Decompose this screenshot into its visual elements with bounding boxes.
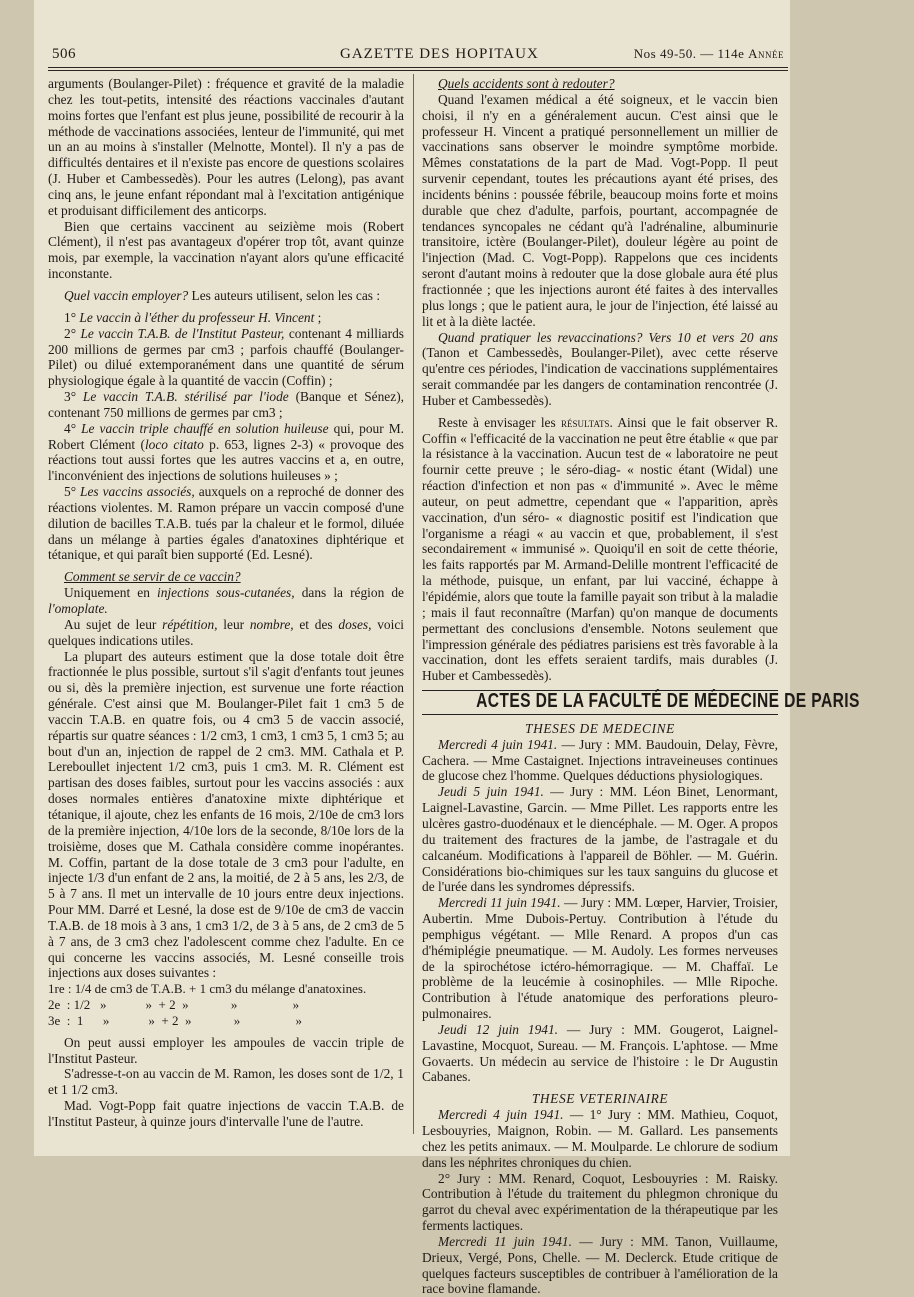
question-revaccination: Quand pratiquer les revaccinations? Vers 10 et vers 20 ans [438,329,778,345]
issue-info [634,46,784,62]
item-number: 4° [64,420,82,436]
item-text: qui, pour M. Robert Clément ( [48,420,404,452]
list-item [48,326,404,389]
entry-date: Jeudi 5 juin 1941. [438,784,544,800]
paragraph: Bien que certains vaccinent au seizième mois (Robert Clément), il n'est pas avantageux d'opérer trop tôt, avant quinze mois, par exemple, la vaccination n'ayant alors qu'une efficacité inconstante. [48,218,404,282]
text-run: Ainsi que le fait observer R. Coffin « l'efficacité de la vaccination ne peut être établie « que par la résistance à la vaccination. Aucun test de « laboratoire ne peut fournir cette preuve ; le séro-diag- « nostic étant (Widal) une réaction d'infection et non pas « d'immunité ». Avec le même auteur, on peut admettre, cependant que « l'apparition, après vaccination, d'un séro- « diagnostic positif est l'indication que l'organisme a réagi « au vaccin et que, probablement, il s'est secondairement « immunisé ». Quoiqu'il en soit de cette théorie, les faits rapportés par M. Armand-Delille montrent l'efficacité de la méthode, puisque, un enfant, par lui vacciné, échappe à l'épidémie, alors que toute la famille payait son tribut à la maladie ; mais il faut reconnaître (Marfan) qu'on manque de documents permettant des conclusions d'ensemble. Notons seulement que l'impression générale des pédiatres parisiens est très favorable à la vaccination, dont les effets seraient tardifs, mais durables (J. Huber et Cambessedès). [422,414,778,684]
list-item [48,310,404,326]
jury-entry [422,1022,778,1085]
item-text: ; [314,309,322,325]
banner-title: ACTES DE LA FACULTÉ DE MÉDECINE DE PARIS [476,690,860,713]
journal-title: GAZETTE DES HOPITAUX [340,46,539,62]
text-run: dans la région de [294,585,405,601]
question-how-to-use: Comment se servir de ce vaccin? [64,569,241,585]
jury-entry [422,895,778,1022]
dose-row: 1re : 1/4 de cm3 de T.A.B. + 1 cm3 du mélange d'anatoxines. [48,981,367,997]
jury-entry [422,1234,778,1297]
item-title: Les vaccins associés, [80,484,195,500]
entry-date: Jeudi 12 juin 1941. [438,1021,559,1037]
paragraph: arguments (Boulanger-Pilet) : fréquence et gravité de la maladie chez les tout-petits, intensité des réactions vaccinales d'autant moins fortes que l'enfant est plus jeune, possibilité de recourir à la méthode de vaccinations associées, lenteur de l'immunité, qui met un an au moins à s'installer (Melnotte, Montel). Il n'y a pas de difficultés dentaires et il n'existe pas encore de questions scolaires (J. Huber et Cambessedès). Pour les autres (Lelong), pas avant cinq ans, le jeune enfant répondant mal à l'excitation antigénique et produisant difficilement des anticorps. [48,76,404,218]
text-run: voici quelques indications utiles. [48,616,405,648]
issue-number: Nos 49-50. — 114e [633,46,745,61]
text-run-italic: nombre, [249,616,294,632]
entry-date: Mercredi 11 juin 1941. [438,895,561,911]
entry-text: — Jury : MM. Léon Binet, Lenormant, Laignel-Lavastine, Garcin. — Mme Pillet. Les rapports entre les ulcères gastro-duodénaux et le diencéphale. — M. Oger. A propos du traitement des fractures de la jambe, de l'astragale et du calcanéum. Modifications à l'appareil de Böhler. — M. Guérin. Considérations bio-chimiques sur les taux sanguins du glucose et de l'urée dans les syndromes dépressifs. [422,784,779,895]
item-text: contenant 4 milliards 200 millions de germes par cm3 ; parfois chauffé (Boulanger-Pilet) ou dilué extemporanément dans une quantité de sérum physiologique égale à la quantité de vaccin (Coffin) ; [48,325,404,389]
list-item [48,421,404,484]
entry-date: Mercredi 4 juin 1941. [438,736,558,752]
text-run: Au sujet de leur [64,616,163,632]
question-text: Les auteurs utilisent, selon les cas : [188,287,381,303]
item-number: 1° [64,309,80,325]
text-run-italic: injections sous-cutanées, [157,585,295,601]
text-run-smallcaps: résultats. [561,414,613,430]
column-separator [413,74,414,1134]
subheading-medicine: THESES DE MEDECINE [525,720,675,736]
paragraph [48,617,404,649]
jury-entry: 2° Jury : MM. Renard, Coquot, Lesbouyries : M. Raisky. Contribution à l'étude du traitement du phlegmon chronique du garrot du cheval avec expérimentation de la thérapeutique par les ferments lactiques. [422,1170,778,1234]
dose-table [48,981,404,1029]
text-run: et des [293,616,339,632]
paragraph: Mad. Vogt-Popp fait quatre injections de vaccin T.A.B. de l'Institut Pasteur, à quinze jours d'intervalle l'une de l'autre. [48,1098,404,1129]
item-text: auxquels on a reproché de donner des réactions violentes. M. Ramon prépare un vaccin composé d'une dilution de bacilles T.A.B. tués par la chaleur et le formol, diluée dans un mélange à parties égales d'anatoxines diphtérique et tétanique, et qui paraît bien supporté (Ed. Lesné). [48,484,404,563]
paragraph: On peut aussi employer les ampoules de vaccin triple de l'Institut Pasteur. [48,1034,404,1066]
newspaper-page [34,0,860,1297]
item-number: 3° [64,389,83,405]
text-run: (Tanon et Cambessedès, Boulanger-Pilet), avec cette réserve qu'entre ces périodes, l'indication de vaccinations supplémentaires serait commandée par les dangers de contamination rencontrée (J. Huber et Cambessedès). [422,345,778,408]
issue-year-label: Année [748,46,784,61]
item-number: 2° [64,325,81,341]
paragraph [48,585,404,617]
text-run-italic: répétition, [162,616,218,632]
entry-text: — 1° Jury : MM. Mathieu, Coquot, Lesbouyries, Maignon, Robin. — M. Gallard. Les pansements chez les petits animaux. — M. Moulparde. Le chlorure de sodium dans les néphrites chroniques du chien. [422,1107,778,1170]
dose-row: 3e : 1 » » + 2 » » » [48,1012,302,1028]
question-heading: Quel vaccin employer? [64,287,189,303]
entry-text: — Jury : MM. Tanon, Vuillaume, Drieux, Vergé, Pons, Chelle. — M. Declerck. Etude critique de quelques facteurs susceptibles de contribuer à l'amélioration de la race bovine flamande. [422,1233,779,1297]
text-run: Uniquement en [64,585,157,601]
header-rule-bottom [48,70,788,71]
dose-row: 2e : 1/2 » » + 2 » » » [48,997,300,1013]
jury-entry [422,784,778,895]
text-run: Reste à envisager les [438,414,561,430]
item-title: Le vaccin T.A.B. de l'Institut Pasteur, [80,325,285,341]
page-header [48,44,790,64]
paragraph [422,330,778,409]
item-text: p. 653, lignes 2-3) « provoque des réactions tout aussi fortes que les autres vaccins et a, en outre, l'inconvénient des injections de solutions huileuses » ; [48,436,404,484]
text-run-italic: doses, [338,616,372,632]
entry-text: — Jury : MM. Lœper, Harvier, Troisier, Aubertin. Mme Dubois-Pertuy. Contribution à l'étude du pemphigus végétant. — Mlle Renard. A propos d'un cas d'hémiplégie pneumatique. — M. Audoly. Les formes nerveuses de la spirochétose ictéro-hémorragique. — M. Chaffaï. Le problème de la leucémie à cosinophiles. — Mlle Ripoche. Contribution à l'étude anatomique des perforations pleuro-pulmonaires. [422,895,778,1022]
left-column [48,76,404,1130]
entry-date: Mercredi 11 juin 1941. [438,1233,572,1249]
entry-text: — Jury : MM. Gougerot, Laignel-Lavastine, Mocquot, Sureau. — M. François. L'aphtose. — Mme Govaerts. Un médecin au service de l'histoire : le Dr Augustin Cabanes. [422,1021,778,1085]
page-number: 506 [52,46,76,62]
list-item [48,484,404,563]
right-column [422,76,860,1297]
section-banner [422,690,860,715]
jury-entry [422,1107,778,1170]
question-accidents: Quels accidents sont à redouter? [438,76,615,91]
entry-date: Mercredi 4 juin 1941. [438,1107,564,1123]
item-title: Le vaccin à l'éther du professeur H. Vincent [79,309,315,325]
subheading-veterinary: THESE VETERINAIRE [531,1091,669,1107]
paragraph [422,415,778,684]
header-rule-top [48,67,788,68]
item-title: Le vaccin T.A.B. stérilisé par l'iode [82,389,289,405]
item-citation: loco citato [144,436,204,452]
text-run: leur [217,616,250,632]
question-vaccine-choice [48,288,404,304]
paragraph: S'adresse-t-on au vaccin de M. Ramon, les doses sont de 1/2, 1 et 1 1/2 cm3. [48,1066,404,1098]
paragraph: La plupart des auteurs estiment que la dose totale doit être fractionnée le plus possible, surtout s'il s'agit d'enfants tout jeunes ou si, dès la première injection, est survenue une forte réaction générale. C'est ainsi que M. Boulanger-Pilet fait 1 cm3 5 de vaccin T.A.B. en quatre fois, ou 4 cm3 5 de vaccin associé, répartis sur quatre séances : 1/2 cm3, 1 cm3, 1 cm3 5, 1 cm3 5; au bout d'un an, injection de rappel de 2 cm3. MM. Cathala et P. Lereboullet injectent 1/2 cm3, puis 1 cm3. M. R. Clément est partisan des doses faibles, surtout pour les vaccins associés : aux doses normales entières d'anatoxine mixte diphtérique et tétanique, il ajoute, chez les enfants de 16 mois, 2/10e de cm3 lors de la première injection, 4/10e lors de la seconde, 8/10e lors de la troisième, doses que M. Cathala considère comme inopérantes. M. Coffin, partant de la dose totale de 3 cm3 pour l'adulte, en injecte 1/3 d'un enfant de 2 ans, la moitié, de 2 à 5 ans, les 2/3, de 5 à 7 ans. Il met un intervalle de 10 jours entre deux injections. Pour MM. Darré et Lesné, la dose est de 9/10e de cm3 de vaccin T.A.B. de 18 mois à 3 ans, 1 cm3 1/2, de 3 à 5 ans, de 2 cm3 de 5 à 7 ans, de 3 cm3 chez l'adolescent comme chez l'adulte. En ce qui concerne les vaccins associés, M. Lesné conseille trois injections aux doses suivantes : [48,648,404,981]
item-number: 5° [64,484,81,500]
list-item [48,389,404,421]
entry-text: — Jury : MM. Baudouin, Delay, Fèvre, Cachera. — Mme Castaignet. Injections intraveineuses continues de glucose chez l'homme. Quelques déductions physiologiques. [422,736,778,784]
jury-entry [422,737,778,785]
text-run-italic: l'omoplate. [48,601,108,616]
paragraph: Quand l'examen médical a été soigneux, et le vaccin bien choisi, il n'y en a généralement aucun. C'est ainsi que le professeur H. Vincent a pratiqué personnellement un millier de vaccinations sans observer le moindre symptôme morbide. Mêmes constatations de la part de Mad. Vogt-Popp. Il peut survenir cependant, toutes les précautions ayant été prises, des incidents bénins : poussée fébrile, beaucoup moins forte et moins durable que chez d'adulte, parfois, pourtant, accompagnée de tendances syncopales ne cédant qu'à l'adrénaline, albuminurie transitoire, ictère (Boulanger-Pilet), douleur légère au point de l'injection (Mad. C. Vogt-Popp). Rappelons que ces incidents seront d'autant moins à redouter que la dose globale aura été plus fractionnée ; que les injections auront été faites à des intervalles plus longs ; que le patient aura, le jour de l'injection, été laissé au lit et à la diète lactée. [422,91,778,329]
item-text: (Banque et Sénez), contenant 750 millions de germes par cm3 ; [48,389,405,420]
item-title: Le vaccin triple chauffé en solution huileuse [81,420,329,436]
